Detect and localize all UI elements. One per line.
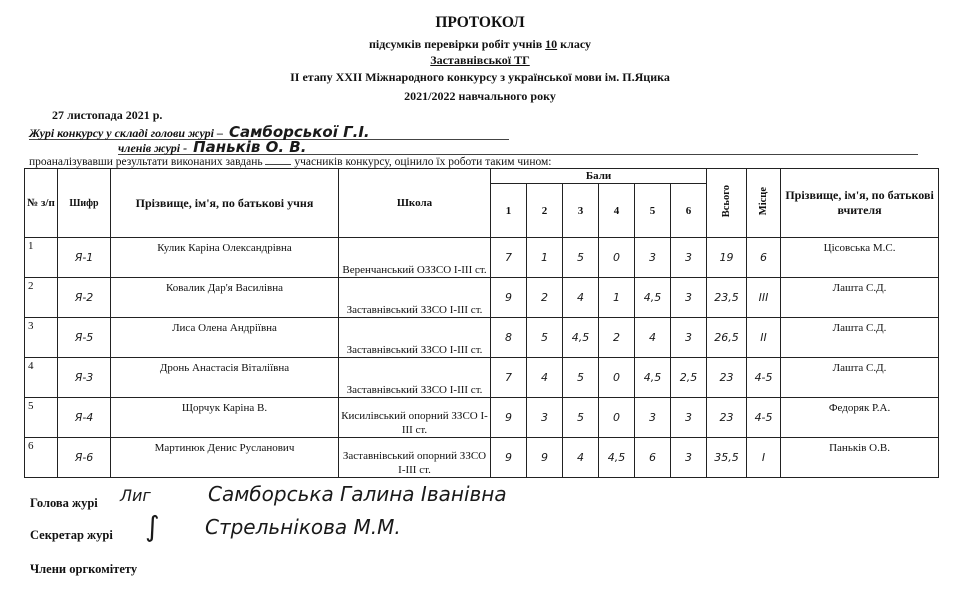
col-header-teacher: Прізвище, ім'я, по батькові вчителя xyxy=(781,169,939,238)
score-cell: 2 xyxy=(599,318,635,358)
score-cell: 0 xyxy=(599,398,635,438)
table-row xyxy=(25,438,939,478)
results-table xyxy=(24,168,939,478)
score-cell: 3 xyxy=(671,238,707,278)
score-col-header: 1 xyxy=(491,184,527,238)
row-number: 2 xyxy=(25,278,58,318)
score-col-header: 2 xyxy=(527,184,563,238)
row-number: 4 xyxy=(25,358,58,398)
participant-school: Заставнівський опорний ЗЗСО І-ІІІ ст. xyxy=(339,438,491,478)
protocol-date: 27 листопада 2021 р. xyxy=(52,108,163,122)
head-signature-mark: Лиг xyxy=(120,486,151,505)
place-cell: І xyxy=(747,438,781,478)
secretary-signature-label: Секретар журі xyxy=(30,528,113,542)
table-row xyxy=(25,318,939,358)
table-row xyxy=(25,278,939,318)
teacher-name: Лашта С.Д. xyxy=(781,318,939,358)
score-cell: 3 xyxy=(671,398,707,438)
jury-members-line: членів журі - Паньків О. В. xyxy=(118,138,918,155)
score-cell: 4 xyxy=(563,278,599,318)
score-cell: 1 xyxy=(527,238,563,278)
score-cell: 5 xyxy=(563,358,599,398)
score-cell: 4,5 xyxy=(563,318,599,358)
teacher-name: Лашта С.Д. xyxy=(781,358,939,398)
total-score: 23,5 xyxy=(707,278,747,318)
subtitle-line-1: підсумків перевірки робіт учнів 10 класу xyxy=(368,37,591,51)
participant-code: Я-3 xyxy=(58,358,111,398)
head-signature-label: Голова журі xyxy=(30,496,98,510)
participant-name: Щорчук Каріна В. xyxy=(111,398,339,438)
teacher-name: Паньків О.В. xyxy=(781,438,939,478)
score-cell: 6 xyxy=(635,438,671,478)
score-cell: 9 xyxy=(491,438,527,478)
score-cell: 0 xyxy=(599,358,635,398)
place-cell: 6 xyxy=(747,238,781,278)
secretary-signature-name: Стрельнікова М.М. xyxy=(205,515,401,539)
participant-name: Лиса Олена Андріївна xyxy=(111,318,339,358)
col-header-code: Шифр xyxy=(58,169,111,238)
participant-code: Я-6 xyxy=(58,438,111,478)
participant-name: Кулик Каріна Олександрівна xyxy=(111,238,339,278)
score-cell: 1 xyxy=(599,278,635,318)
participant-code: Я-5 xyxy=(58,318,111,358)
col-header-place: Місце xyxy=(747,169,781,238)
score-cell: 2 xyxy=(527,278,563,318)
jury-head-handwritten: Самборської Г.І. xyxy=(228,123,370,141)
score-col-header: 6 xyxy=(671,184,707,238)
row-number: 1 xyxy=(25,238,58,278)
col-header-school: Школа xyxy=(339,169,491,238)
score-cell: 3 xyxy=(671,318,707,358)
participant-code: Я-4 xyxy=(58,398,111,438)
jury-head-line: Журі конкурсу у складі голови журі – Самборської Г.І. xyxy=(29,123,509,140)
participant-name: Ковалик Дар'я Василівна xyxy=(111,278,339,318)
score-cell: 5 xyxy=(563,238,599,278)
score-cell: 0 xyxy=(599,238,635,278)
score-cell: 3 xyxy=(527,398,563,438)
total-score: 35,5 xyxy=(707,438,747,478)
participant-school: Заставнівський ЗЗСО І-ІІІ ст. xyxy=(339,358,491,398)
place-cell: ІІ xyxy=(747,318,781,358)
participant-code: Я-2 xyxy=(58,278,111,318)
score-cell: 7 xyxy=(491,238,527,278)
analysis-sentence: проаналізувавши результати виконаних завдань учасників конкурсу, оцінило їх роботи таким чином: xyxy=(29,156,552,168)
participant-name: Дронь Анастасія Віталіївна xyxy=(111,358,339,398)
total-score: 26,5 xyxy=(707,318,747,358)
col-header-num: № з/п xyxy=(25,169,58,238)
total-score: 23 xyxy=(707,358,747,398)
score-cell: 3 xyxy=(635,398,671,438)
score-cell: 9 xyxy=(491,398,527,438)
table-row xyxy=(25,238,939,278)
participant-name: Мартинюк Денис Русланович xyxy=(111,438,339,478)
score-col-header: 4 xyxy=(599,184,635,238)
participant-school: Заставнівський ЗЗСО І-ІІІ ст. xyxy=(339,318,491,358)
subtitle-line-2: Заставнівської ТГ xyxy=(430,53,530,67)
subtitle-line-3: ІІ етапу ХХІІ Міжнародного конкурсу з української мови ім. П.Яцика xyxy=(290,70,670,84)
score-cell: 3 xyxy=(671,278,707,318)
table-row xyxy=(25,358,939,398)
row-number: 5 xyxy=(25,398,58,438)
score-cell: 5 xyxy=(563,398,599,438)
secretary-signature-mark: ∫ xyxy=(145,510,160,543)
score-cell: 4,5 xyxy=(635,278,671,318)
teacher-name: Федоряк Р.А. xyxy=(781,398,939,438)
participant-school: Заставнівський ЗЗСО І-ІІІ ст. xyxy=(339,278,491,318)
place-cell: 4-5 xyxy=(747,398,781,438)
score-col-header: 3 xyxy=(563,184,599,238)
total-score: 19 xyxy=(707,238,747,278)
participant-school: Веренчанський ОЗЗСО І-ІІІ ст. xyxy=(339,238,491,278)
score-cell: 8 xyxy=(491,318,527,358)
grade-number: 10 xyxy=(545,37,558,51)
score-cell: 4,5 xyxy=(635,358,671,398)
score-cell: 5 xyxy=(527,318,563,358)
row-number: 3 xyxy=(25,318,58,358)
document-title: ПРОТОКОЛ xyxy=(435,14,525,31)
col-header-scores: Бали xyxy=(491,169,707,184)
score-cell: 2,5 xyxy=(671,358,707,398)
teacher-name: Лашта С.Д. xyxy=(781,278,939,318)
score-cell: 4 xyxy=(527,358,563,398)
score-cell: 3 xyxy=(635,238,671,278)
score-cell: 9 xyxy=(491,278,527,318)
table-row xyxy=(25,398,939,438)
row-number: 6 xyxy=(25,438,58,478)
score-cell: 4 xyxy=(563,438,599,478)
score-cell: 9 xyxy=(527,438,563,478)
participant-code: Я-1 xyxy=(58,238,111,278)
score-cell: 3 xyxy=(671,438,707,478)
subtitle-line-4: 2021/2022 навчального року xyxy=(404,89,556,103)
col-header-total: Всього xyxy=(707,169,747,238)
participant-school: Кисилівський опорний ЗЗСО І-ІІІ ст. xyxy=(339,398,491,438)
score-cell: 4,5 xyxy=(599,438,635,478)
org-committee-label: Члени оргкомітету xyxy=(30,562,138,576)
jury-members-handwritten: Паньків О. В. xyxy=(193,138,307,156)
head-signature-name: Самборська Галина Іванівна xyxy=(208,482,507,506)
score-col-header: 5 xyxy=(635,184,671,238)
place-cell: 4-5 xyxy=(747,358,781,398)
place-cell: ІІІ xyxy=(747,278,781,318)
score-cell: 4 xyxy=(635,318,671,358)
score-cell: 7 xyxy=(491,358,527,398)
col-header-name: Прізвище, ім'я, по батькові учня xyxy=(111,169,339,238)
total-score: 23 xyxy=(707,398,747,438)
teacher-name: Цісовська М.С. xyxy=(781,238,939,278)
